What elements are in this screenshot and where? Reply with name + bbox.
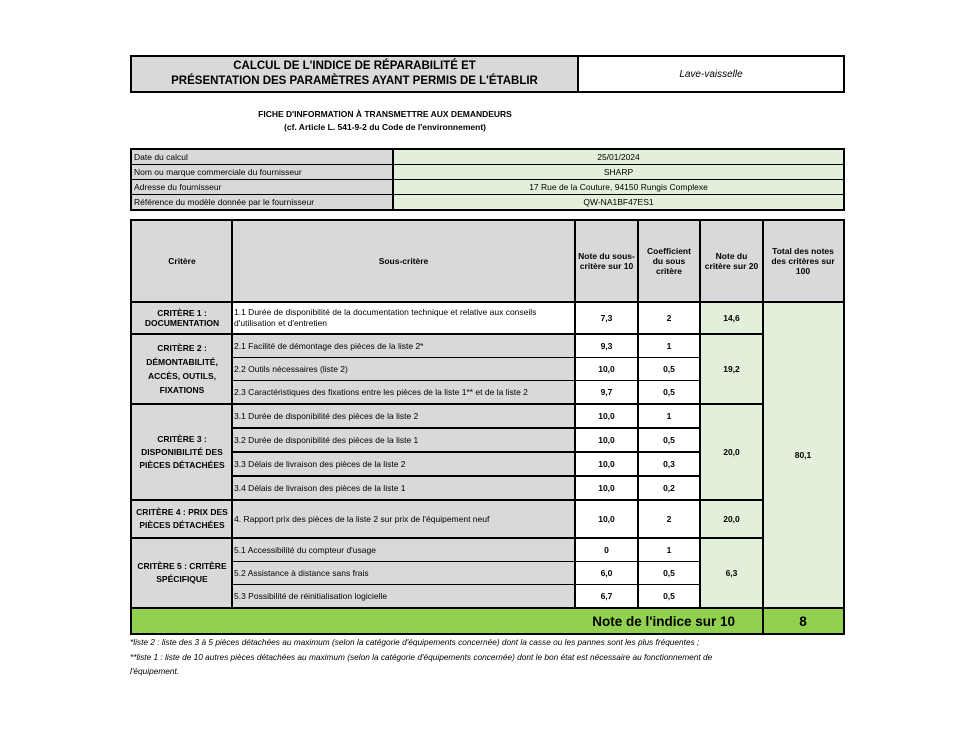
note-5-1: 0 (604, 545, 609, 555)
coef-2-3: 0,5 (663, 387, 675, 397)
header-total: Total des notes des critères sur 100 (763, 221, 843, 301)
subcriterion-3-4: 3.4 Délais de livraison des pièces de la liste 1 (234, 483, 406, 493)
info-value: 25/01/2024 (394, 150, 843, 164)
note-2-3: 9,7 (600, 387, 613, 397)
coef-3-1: 1 (666, 411, 672, 421)
subcriterion-3-3: 3.3 Délais de livraison des pièces de la liste 2 (234, 459, 406, 469)
info-row (132, 195, 843, 209)
info-value: 17 Rue de la Couture, 94150 Rungis Complexe (394, 180, 843, 194)
divider (637, 221, 639, 609)
divider (232, 357, 700, 358)
subcriterion-2-3: 2.3 Caractéristiques des fixations entre les pièces de la liste 1** et de la liste 2 (234, 387, 528, 397)
divider (132, 333, 763, 335)
info-row (132, 165, 843, 180)
info-label: Référence du modèle donnée par le fournisseur (132, 195, 394, 209)
divider (232, 561, 700, 562)
equipment-type: Lave-vaisselle (679, 68, 743, 80)
subtitle-line-2: (cf. Article L. 541-9-2 du Code de l'environnement) (284, 122, 486, 132)
divider (232, 380, 700, 381)
criterion-1-score: 14,6 (723, 313, 740, 323)
divider (232, 451, 700, 453)
document-title (132, 57, 579, 91)
header-box (130, 55, 845, 93)
header-sous-critere: Sous-critère (232, 221, 575, 301)
info-label: Adresse du fournisseur (132, 180, 394, 194)
note-3-4: 10,0 (598, 483, 615, 493)
info-value: SHARP (394, 165, 843, 179)
footnote-3: l'équipement. (130, 666, 180, 676)
coef-3-2: 0,5 (663, 435, 675, 445)
footnote-2: **liste 1 : liste de 10 autres pièces détachées au maximum (selon la catégorie d'équipements concernée) dont le bon état est nécessaire au fonctionnement de (130, 652, 713, 662)
info-label: Nom ou marque commerciale du fournisseur (132, 165, 394, 179)
coef-1-1: 2 (666, 313, 672, 323)
divider (132, 607, 843, 609)
note-5-2: 6,0 (600, 568, 613, 578)
criterion-4-name: CRITÈRE 4 : PRIX DES PIÈCES DÉTACHÉES (136, 507, 228, 530)
header-coef: Coefficient du sous critère (638, 221, 700, 301)
header-note-critere: Note du critère sur 20 (700, 221, 763, 301)
title-line-1: CALCUL DE L'INDICE DE RÉPARABILITÉ ET (233, 60, 476, 72)
divider (232, 427, 700, 429)
divider (574, 221, 576, 609)
info-label: Date du calcul (132, 150, 394, 164)
criterion-1-name: CRITÈRE 1 : DOCUMENTATION (144, 308, 220, 328)
divider (132, 537, 763, 539)
criterion-2-name: CRITÈRE 2 : DÉMONTABILITÉ, ACCÈS, OUTILS, FIXATIONS (146, 343, 218, 395)
coef-3-3: 0,3 (663, 459, 675, 469)
subcriterion-3-1: 3.1 Durée de disponibilité des pièces de la liste 2 (234, 411, 419, 421)
subcriterion-4: 4. Rapport prix des pièces de la liste 2 sur prix de l'équipement neuf (234, 514, 490, 524)
note-1-1: 7,3 (600, 313, 613, 323)
coef-5-1: 1 (666, 545, 672, 555)
criterion-5-score: 6,3 (725, 568, 738, 578)
supplier-info-table (130, 148, 845, 211)
note-3-1: 10,0 (598, 411, 615, 421)
final-label: Note de l'indice sur 10 (132, 609, 763, 633)
note-3-2: 10,0 (598, 435, 615, 445)
header-note-sous: Note du sous-critère sur 10 (575, 221, 638, 301)
divider (762, 221, 764, 633)
coef-3-4: 0,2 (663, 483, 675, 493)
info-row (132, 180, 843, 195)
criterion-5-name: CRITÈRE 5 : CRITÈRE SPÉCIFIQUE (137, 561, 227, 584)
coef-2-2: 0,5 (663, 364, 675, 374)
criterion-3-score: 20,0 (723, 447, 740, 457)
final-value: 8 (763, 609, 843, 633)
subtitle-line-1: FICHE D'INFORMATION À TRANSMETTRE AUX DEMANDEURS (258, 109, 512, 119)
divider (132, 301, 843, 303)
subcriterion-1-1: 1.1 Durée de disponibilité de la documentation technique et relative aux conseils d'utilisation et d'entretien (232, 303, 575, 333)
note-5-3: 6,7 (600, 591, 613, 601)
subcriterion-2-2: 2.2 Outils nécessaires (liste 2) (234, 364, 348, 374)
divider (132, 403, 763, 405)
divider (132, 499, 763, 501)
subcriterion-5-1: 5.1 Accessibilité du compteur d'usage (234, 545, 376, 555)
coef-2-1: 1 (666, 341, 672, 351)
info-value: QW-NA1BF47ES1 (394, 195, 843, 209)
criterion-2-score: 19,2 (723, 364, 740, 374)
note-2-2: 10,0 (598, 364, 615, 374)
divider (232, 475, 700, 477)
subcriterion-2-1: 2.1 Facilité de démontage des pièces de la liste 2* (234, 341, 424, 351)
coef-5-2: 0,5 (663, 568, 675, 578)
score-table (130, 219, 845, 635)
footnote-1: *liste 2 : liste des 3 à 5 pièces détachées au maximum (selon la catégorie d'équipements concernée) dont la casse ou les pannes sont les plus fréquentes ; (130, 637, 700, 647)
info-row (132, 150, 843, 165)
header-critere: Critère (132, 221, 232, 301)
coef-4: 2 (666, 514, 672, 524)
note-3-3: 10,0 (598, 459, 615, 469)
divider (231, 221, 233, 609)
coef-5-3: 0,5 (663, 591, 675, 601)
criterion-3-name: CRITÈRE 3 : DISPONIBILITÉ DES PIÈCES DÉTACHÉES (139, 433, 225, 470)
note-2-1: 9,3 (600, 341, 613, 351)
subcriterion-3-2: 3.2 Durée de disponibilité des pièces de la liste 1 (234, 435, 419, 445)
criterion-4-score: 20,0 (723, 514, 740, 524)
subcriterion-5-2: 5.2 Assistance à distance sans frais (234, 568, 369, 578)
divider (232, 584, 700, 585)
title-line-2: PRÉSENTATION DES PARAMÈTRES AYANT PERMIS DE L'ÉTABLIR (171, 75, 538, 87)
divider (699, 221, 701, 609)
total-100: 80,1 (794, 450, 812, 460)
subcriterion-5-3: 5.3 Possibilité de réinitialisation logicielle (234, 591, 388, 601)
note-4: 10,0 (598, 514, 615, 524)
